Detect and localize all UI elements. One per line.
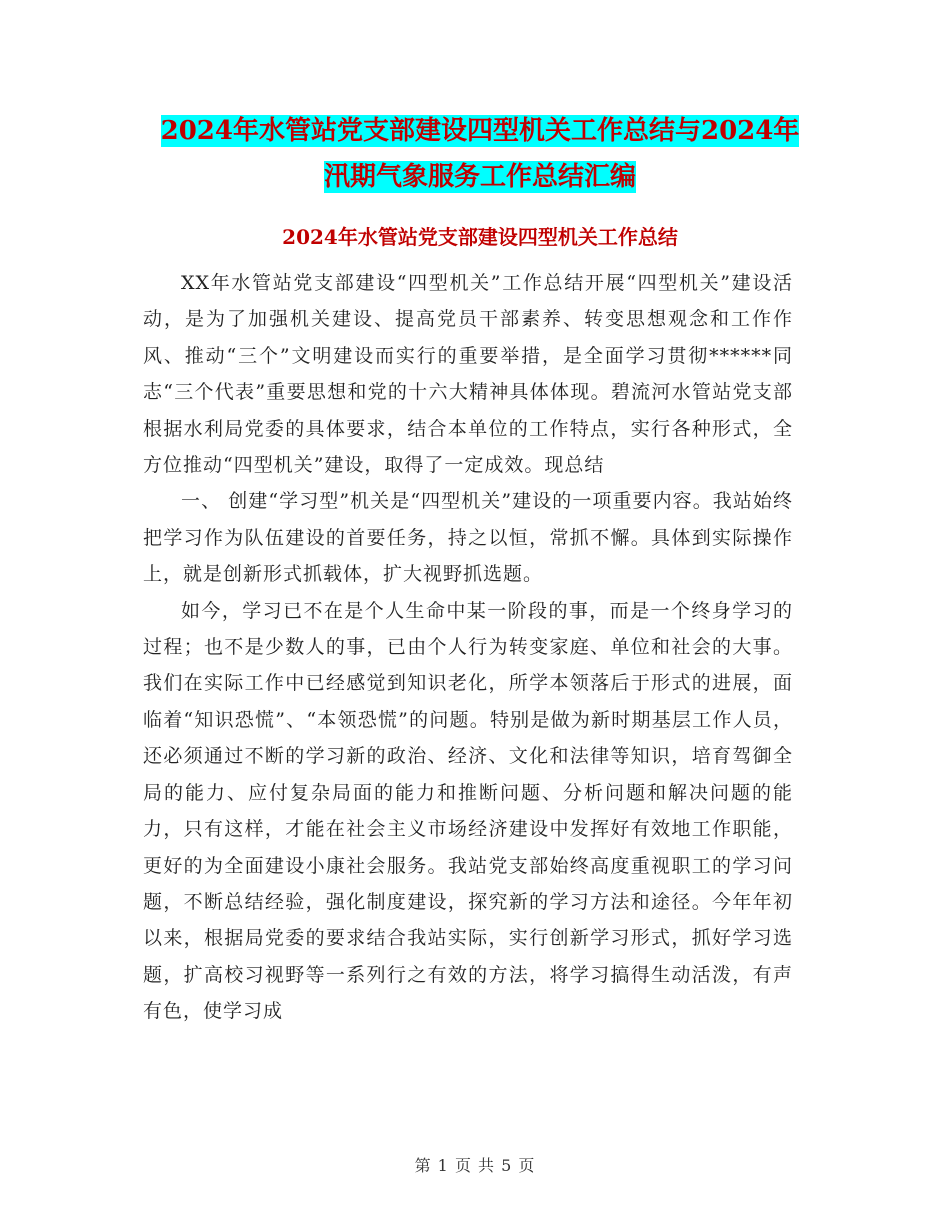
page-footer: 第 1 页 共 5 页 xyxy=(414,1156,536,1175)
title-line-2: 汛期气象服务工作总结汇编 xyxy=(323,162,636,192)
paragraph-1: XX年水管站党支部建设“四型机关”工作总结开展“四型机关”建设活动，是为了加强机关建设、提高党员干部素养、转变思想观念和工作作风、推动“三个”文明建设而实行的重要举措，是全面学习贯彻******同志“三个代表”重要思想和党的十六大精神具体体现。碧流河水管站党支部根据水利局党委的具体要求，结合本单位的工作特点，实行各种形式，全方位推动“四型机关”建设，取得了一定成效。现总结 xyxy=(143,272,793,477)
document-body xyxy=(143,265,793,1030)
paragraph-2: 一、 创建“学习型”机关是“四型机关”建设的一项重要内容。我站始终把学习作为队伍建设的首要任务，持之以恒，常抓不懈。具体到实际操作上，就是创新形式抓载体，扩大视野抓选题。 xyxy=(143,490,793,586)
title-line-1: 2024年水管站党支部建设四型机关工作总结与2024年 xyxy=(160,116,800,146)
document-title xyxy=(140,108,820,200)
section-title: 2024年水管站党支部建设四型机关工作总结 xyxy=(282,225,678,249)
paragraph-3: 如今，学习已不在是个人生命中某一阶段的事，而是一个终身学习的过程；也不是少数人的事，已由个人行为转变家庭、单位和社会的大事。我们在实际工作中已经感觉到知识老化，所学本领落后于形式的进展，面临着“知识恐慌”、“本领恐慌”的问题。特别是做为新时期基层工作人员，还必须通过不断的学习新的政治、经济、文化和法律等知识，培育驾御全局的能力、应付复杂局面的能力和推断问题、分析问题和解决问题的能力，只有这样，才能在社会主义市场经济建设中发挥好有效地工作职能，更好的为全面建设小康社会服务。我站党支部始终高度重视职工的学习问题，不断总结经验，强化制度建设，探究新的学习方法和途径。今年年初以来，根据局党委的要求结合我站实际，实行创新学习形式，抓好学习选题，扩高校习视野等一系列行之有效的方法，将学习搞得生动活泼，有声有色，使学习成 xyxy=(143,599,793,1023)
